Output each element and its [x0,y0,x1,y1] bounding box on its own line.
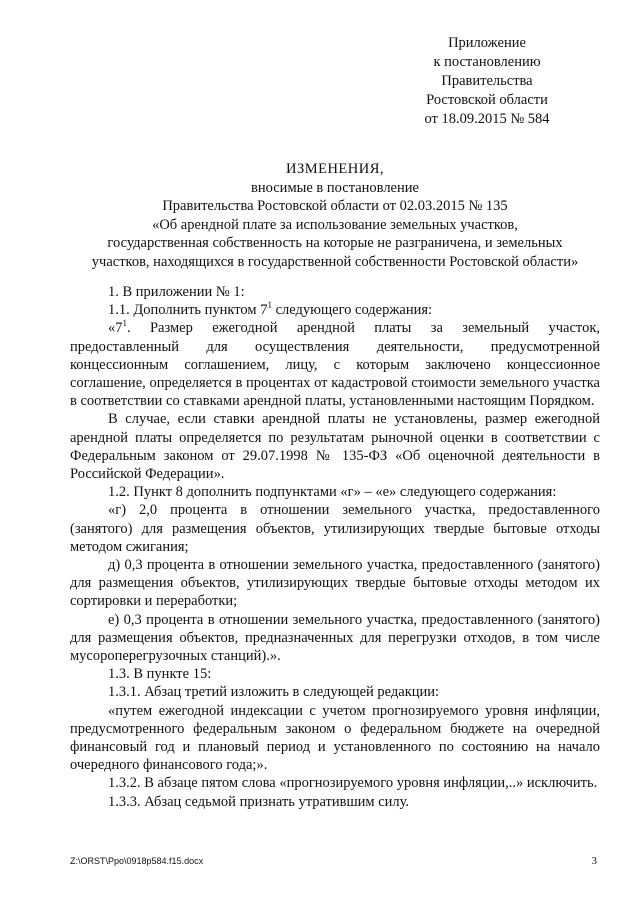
paragraph-1: 1. В приложении № 1: [108,284,245,300]
appendix-line-5: от 18.09.2015 № 584 [424,111,550,127]
appendix-line-4: Ростовской области [426,92,548,108]
paragraph-6: «г) 2,0 процента в отношении земельного участка, предоставленного (занятого) для размещения объектов, утилизирующих твердые бытовые отходы методом сжигания; [70,502,600,555]
paragraph-2-text-b: следующего содержания: [271,302,433,319]
paragraph-4: В случае, если ставки арендной платы не установлены, размер ежегодной арендной платы определяется по результатам рыночной оценки в соответствии с Федеральным законом от 29.07.1998 № 135-ФЗ «Об оценочной деятельности в Российской Федерации». [70,411,600,483]
title-line-4: государственная собственность на которые не разграничена, и земельных [107,235,563,251]
title-line-1: вносимые в постановление [251,179,419,196]
title-heading: ИЗМЕНЕНИЯ, [285,161,385,177]
paragraph-5: 1.2. Пункт 8 дополнить подпунктами «г» – «е» следующего содержания: [108,484,557,501]
document-body [70,283,600,811]
paragraph-9: 1.3. В пункте 15: [108,666,212,683]
paragraph-10: 1.3.1. Абзац третий изложить в следующей редакции: [108,684,440,701]
page-number: 3 [591,855,597,867]
paragraph-12: 1.3.2. В абзаце пятом слова «прогнозируемого уровня инфляции,..» исключить. [108,775,598,792]
paragraph-3-superscript: 1 [122,318,127,329]
title-line-3: «Об арендной плате за использование земельных участков, [152,216,518,233]
title-line-2: Правительства Ростовской области от 02.03.2015 № 135 [162,198,508,214]
paragraph-7: д) 0,3 процента в отношении земельного участка, предоставленного (занятого) для размещения объектов, утилизирующих твердые бытовые отходы методом их сортировки и переработки; [70,557,600,610]
paragraph-8: е) 0,3 процента в отношении земельного участка, предоставленного (занятого) для размещения объектов, предназначенных для перегрузки отходов, в том числе мусороперегрузочных станций).». [70,611,600,665]
paragraph-13: 1.3.3. Абзац седьмой признать утратившим силу. [108,793,410,810]
paragraph-2-superscript: 1 [267,300,272,311]
paragraph-11: «путем ежегодной индексации с учетом прогнозируемого уровня инфляции, предусмотренного федеральным законом о федеральном бюджете на очередной финансовый год и плановый период и установленного по состоянию на начало очередного финансового года;». [70,702,600,774]
paragraph-3-text-b: . Размер ежегодной арендной платы за земельный участок, предоставленный для осуществления деятельности, предусмотренной концессионным соглашением, лицу, с которым заключено концессионное соглашение, определяется в процентах от кадастровой стоимости земельного участка в соответствии со ставками арендной платы, установленными настоящим Порядком. [70,320,600,410]
file-path: Z:\ORST\Ppo\0918p584.f15.docx [70,856,204,866]
appendix-line-2: к постановлению [433,54,541,70]
paragraph-3 [70,319,600,410]
appendix-header [377,34,597,129]
paragraph-2 [70,301,600,319]
document-title [70,160,600,271]
paragraph-3-text-a: «7 [108,320,123,337]
paragraph-2-text-a: 1.1. Дополнить пунктом 7 [108,302,268,319]
appendix-line-3: Правительства [441,73,533,89]
appendix-line-1: Приложение [448,35,526,51]
title-line-5: участков, находящихся в государственной собственности Ростовской области» [91,253,579,270]
